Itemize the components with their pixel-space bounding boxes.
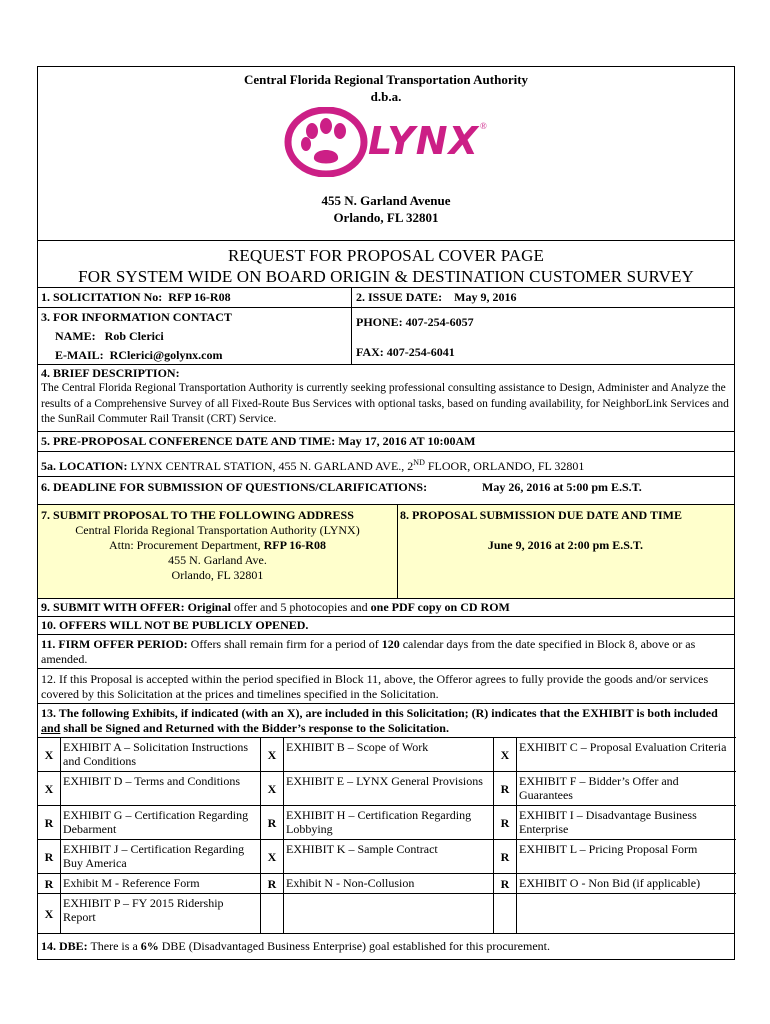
contact-row — [38, 308, 734, 365]
firm-offer-row — [38, 635, 734, 669]
solicitation-row — [38, 288, 734, 308]
exhibit-mark: R — [267, 815, 277, 830]
exhibits-section — [38, 704, 734, 933]
exhibit-label: EXHIBIT J – Certification Regarding Buy America — [63, 842, 245, 870]
issue-date: 2. ISSUE DATE: May 9, 2016 — [356, 290, 517, 304]
exhibit-cell — [260, 873, 493, 893]
exhibit-cell — [260, 771, 493, 805]
submit-line-1: Central Florida Regional Transportation Authority (LYNX) — [75, 523, 360, 537]
not-opened-row — [38, 617, 734, 635]
exhibit-cell — [493, 873, 736, 893]
exhibit-cell — [38, 839, 260, 873]
exhibit-mark: X — [44, 781, 54, 796]
exhibit-cell — [493, 771, 736, 805]
exhibit-cell — [260, 893, 493, 933]
exhibit-mark: R — [500, 849, 510, 864]
dbe-row — [38, 933, 734, 959]
exhibit-label: EXHIBIT D – Terms and Conditions — [63, 774, 241, 788]
contact-email: E-MAIL: RClerici@golynx.com — [55, 348, 223, 362]
exhibits-grid — [38, 737, 734, 933]
contact-phone: PHONE: 407-254-6057 — [356, 315, 474, 329]
exhibit-mark: R — [44, 815, 54, 830]
exhibit-mark: R — [267, 876, 277, 891]
org-name: Central Florida Regional Transportation Authority — [243, 72, 529, 87]
exhibit-label: Exhibit M - Reference Form — [63, 876, 200, 890]
exhibit-cell — [493, 893, 736, 933]
submit-line-4: Orlando, FL 32801 — [171, 568, 264, 582]
submit-line-3: 455 N. Garland Ave. — [168, 553, 267, 567]
exhibit-label: Exhibit N - Non-Collusion — [286, 876, 415, 890]
exhibit-cell — [38, 737, 260, 771]
exhibit-cell — [493, 839, 736, 873]
exhibit-cell — [260, 839, 493, 873]
exhibit-label: EXHIBIT K – Sample Contract — [286, 842, 438, 856]
deadline-row — [38, 477, 734, 505]
submit-line-2: Attn: Procurement Department, RFP 16-R08 — [109, 538, 326, 552]
exhibit-cell — [260, 805, 493, 839]
title-section — [38, 241, 734, 288]
deadline-label: 6. DEADLINE FOR SUBMISSION OF QUESTIONS/CLARIFICATIONS: — [41, 480, 428, 494]
paw-circle-icon — [284, 107, 374, 177]
location-text: 5a. LOCATION: LYNX CENTRAL STATION, 455 N. GARLAND AVE., 2ND FLOOR, ORLANDO, FL 32801 — [41, 458, 585, 473]
exhibit-label: EXHIBIT A – Solicitation Instructions and Conditions — [63, 740, 249, 768]
exhibit-label: EXHIBIT O - Non Bid (if applicable) — [519, 876, 701, 890]
exhibit-mark: X — [44, 747, 54, 762]
exhibit-label: EXHIBIT C – Proposal Evaluation Criteria — [519, 740, 727, 754]
exhibit-label: EXHIBIT E – LYNX General Provisions — [286, 774, 483, 788]
exhibit-label: EXHIBIT I – Disadvantage Business Enterprise — [519, 808, 697, 836]
address-line-2: Orlando, FL 32801 — [333, 210, 439, 225]
exhibit-label: EXHIBIT H – Certification Regarding Lobbying — [286, 808, 472, 836]
dbe-text: 14. DBE: There is a 6% DBE (Disadvantaged Business Enterprise) goal established for this procurement. — [41, 939, 551, 953]
exhibit-cell — [38, 771, 260, 805]
exhibit-mark: R — [44, 849, 54, 864]
exhibit-cell — [493, 737, 736, 771]
exhibit-cell — [38, 873, 260, 893]
preproposal-row — [38, 432, 734, 452]
firm-offer-text: 11. FIRM OFFER PERIOD: Offers shall remain firm for a period of 120 calendar days from the date specified in Block 8, above or as amended. — [41, 637, 696, 666]
dba-text: d.b.a. — [370, 89, 402, 104]
exhibit-mark: X — [44, 906, 54, 921]
exhibit-mark: R — [44, 876, 54, 891]
exhibit-label: EXHIBIT L – Pricing Proposal Form — [519, 842, 698, 856]
exhibit-mark: X — [500, 747, 510, 762]
exhibit-mark: X — [267, 781, 277, 796]
brief-description-section — [38, 365, 734, 432]
exhibit-mark: X — [267, 747, 277, 762]
exhibit-mark: R — [500, 781, 510, 796]
exhibit-cell — [493, 805, 736, 839]
not-opened-text: 10. OFFERS WILL NOT BE PUBLICLY OPENED. — [41, 618, 309, 632]
title-line-2: FOR SYSTEM WIDE ON BOARD ORIGIN & DESTINATION CUSTOMER SURVEY — [78, 267, 694, 286]
acceptance-text: 12. If this Proposal is accepted within the period specified in Block 11, above, the Offeror agrees to fully provide the goods and/or services covered by this Solicitation at the prices and timelines specified in the Solicitation. — [41, 672, 709, 701]
header-section — [38, 67, 734, 241]
contact-label: 3. FOR INFORMATION CONTACT — [41, 310, 232, 324]
offer-text: 9. SUBMIT WITH OFFER: Original offer and 5 photocopies and one PDF copy on CD ROM — [41, 600, 510, 614]
preproposal-text: 5. PRE-PROPOSAL CONFERENCE DATE AND TIME: May 17, 2016 AT 10:00AM — [41, 434, 476, 448]
solicitation-number: 1. SOLICITATION No: RFP 16-R08 — [41, 290, 231, 304]
location-row — [38, 452, 734, 477]
exhibit-cell — [38, 893, 260, 933]
exhibit-label: EXHIBIT F – Bidder’s Offer and Guarantees — [519, 774, 679, 802]
address-line-1: 455 N. Garland Avenue — [321, 193, 451, 208]
due-label: 8. PROPOSAL SUBMISSION DUE DATE AND TIME — [400, 508, 682, 522]
deadline-value: May 26, 2016 at 5:00 pm E.S.T. — [482, 480, 642, 494]
brief-text: The Central Florida Regional Transportation Authority is currently seeking professional consulting assistance to Design, Administer and Analyze the results of a Comprehensive Survey of all Fixed-Route Bus Services with optional tasks, based on funding availability, for NeighborLink Services and the SunRail Commuter Rail Transit (CRT) Service. — [41, 382, 729, 425]
rfp-cover-page — [37, 66, 735, 960]
exhibit-label: EXHIBIT G – Certification Regarding Debarment — [63, 808, 249, 836]
exhibits-intro: 13. The following Exhibits, if indicated (with an X), are included in this Solicitation; (R) indicates that the EXHIBIT is both included and shall be Signed and Returned with the Bidder’s response to the Solicitation. — [41, 706, 718, 735]
exhibit-label: EXHIBIT P – FY 2015 Ridership Report — [63, 896, 224, 924]
submission-row — [38, 505, 734, 599]
exhibit-mark: R — [500, 815, 510, 830]
contact-fax: FAX: 407-254-6041 — [356, 345, 455, 359]
exhibit-mark: R — [500, 876, 510, 891]
offer-row — [38, 599, 734, 617]
lynx-logo — [284, 107, 494, 177]
title-line-1: REQUEST FOR PROPOSAL COVER PAGE — [227, 246, 545, 265]
registered-mark: ® — [480, 121, 487, 131]
exhibit-cell — [260, 737, 493, 771]
logo-text: LYNX — [368, 119, 479, 163]
submit-label: 7. SUBMIT PROPOSAL TO THE FOLLOWING ADDRESS — [41, 508, 354, 522]
exhibit-label: EXHIBIT B – Scope of Work — [286, 740, 429, 754]
due-value: June 9, 2016 at 2:00 pm E.S.T. — [487, 538, 644, 552]
contact-name: NAME: Rob Clerici — [55, 329, 164, 343]
exhibit-cell — [38, 805, 260, 839]
acceptance-row — [38, 669, 734, 704]
brief-label: 4. BRIEF DESCRIPTION: — [41, 366, 180, 380]
exhibit-mark: X — [267, 849, 277, 864]
